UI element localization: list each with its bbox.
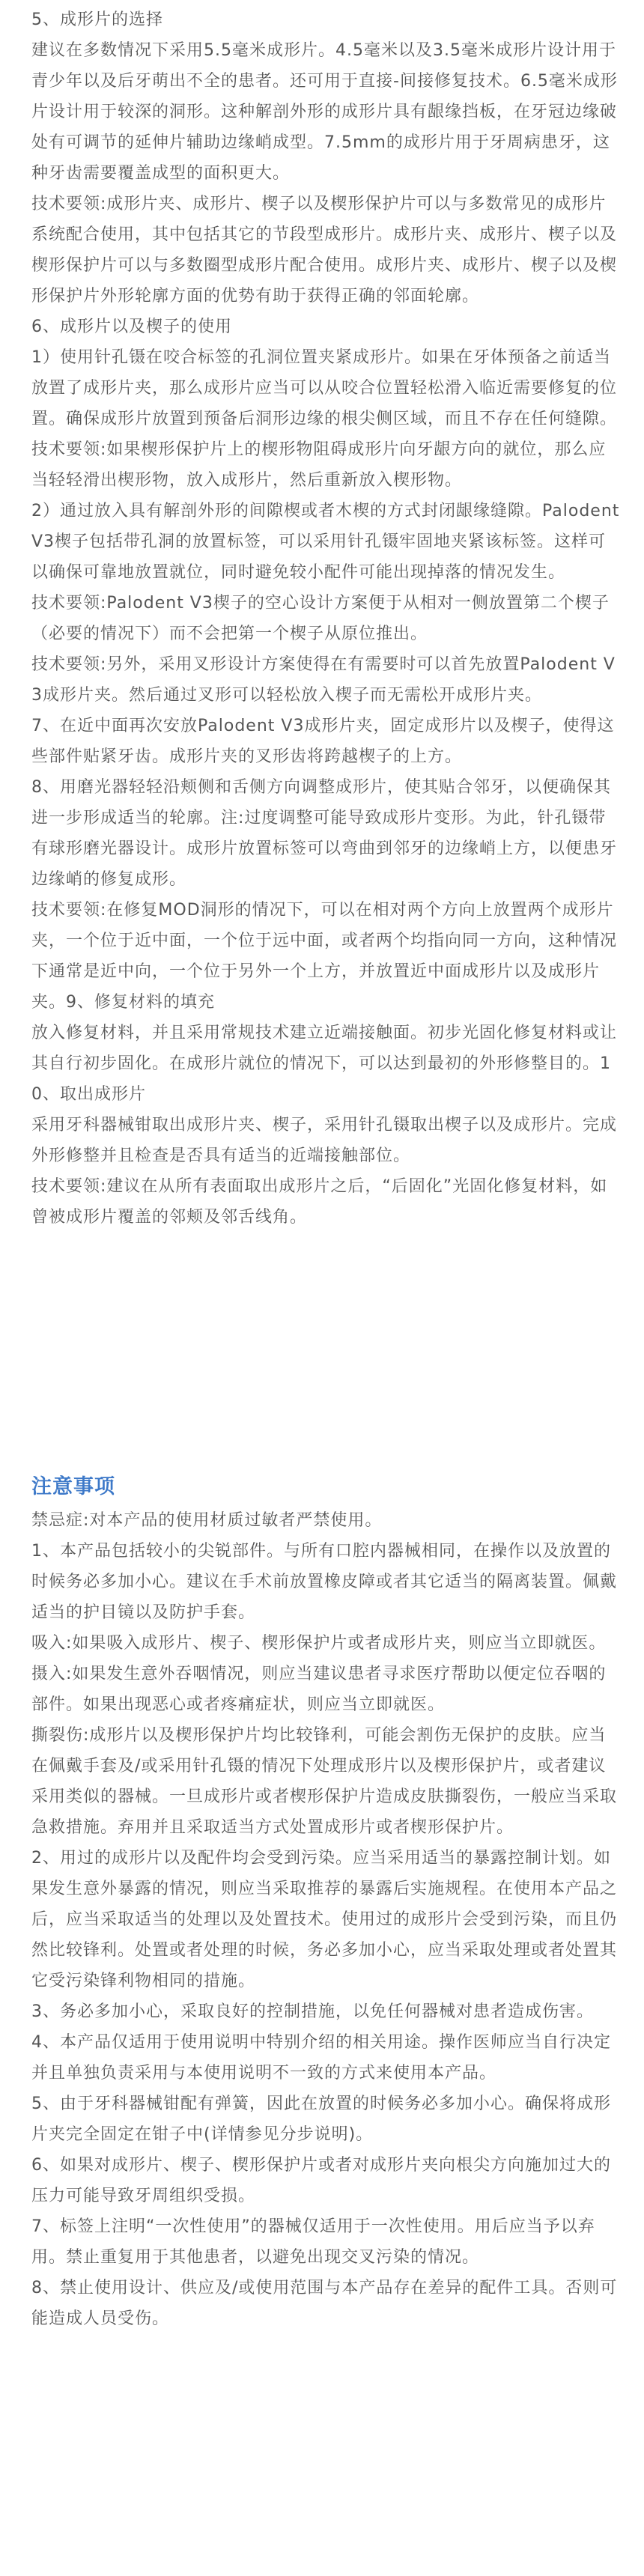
precautions-heading: 注意事项 [31, 1475, 115, 1498]
precaution-item: 1、本产品包括较小的尖锐部件。与所有口腔内器械相同，在操作以及放置的时候务必多加小心。建议在手术前放置橡皮障或者其它适当的隔离装置。佩戴适当的护目镜以及防护手套。 [31, 1542, 618, 1622]
inhalation-ingestion-warning: 吸入:如果吸入成形片、楔子、楔形保护片或者成形片夹，则应当立即就医。摄入:如果发生意外吞咽情况，则应当建议患者寻求医疗帮助以便定位吞咽的部件。如果出现恶心或者疼痛症状，则应当立即就医。 [31, 1634, 607, 1714]
step-1-place-matrix: 1）使用针孔镊在咬合标签的孔洞位置夹紧成形片。如果在牙体预备之前适当放置了成形片夹，那么成形片应当可以从咬合位置轻松滑入临近需要修复的位置。确保成形片放置到预备后洞形边缘的根尖侧区域，而且不存在任何缝隙。技术要领:如果楔形保护片上的楔形物阻碍成形片向牙龈方向的就位，那么应当轻轻滑出楔形物，放入成形片，然后重新放入楔形物。 [31, 348, 618, 490]
step-2-insert-wedge: 2）通过放入具有解剖外形的间隙楔或者木楔的方式封闭龈缘缝隙。Palodent V3楔子包括带孔洞的放置标签，可以采用针孔镊牢固地夹紧该标签。这样可以确保可靠地放置就位，同时避免较小配件可能出现掉落的情况发生。 [31, 502, 620, 582]
heading-matrix-selection: 5、成形片的选择 [31, 10, 163, 29]
tip-matrix-compatibility: 技术要领:成形片夹、成形片、楔子以及楔形保护片可以与多数常见的成形片系统配合使用，其中包括其它的节段型成形片。成形片夹、成形片、楔子以及楔形保护片可以与多数圈型成形片配合使用。成形片夹、成形片、楔子以及楔形保护片外形轮廓方面的优势有助于获得正确的邻面轮廓。 [31, 195, 618, 306]
precaution-item: 3、务必多加小心，采取良好的控制措施，以免任何器械对患者造成伤害。 [31, 2002, 594, 2021]
tip-fork-design: 技术要领:另外，采用叉形设计方案使得在有需要时可以首先放置Palodent V3成形片夹。然后通过叉形可以轻松放入楔子而无需松开成形片夹。 [31, 655, 616, 705]
tip-post-cure: 技术要领:建议在从所有表面取出成形片之后，“后固化”光固化修复材料，如曾被成形片覆盖的邻颊及邻舌线角。 [31, 1177, 608, 1227]
tip-mod-cavity: 技术要领:在修复MOD洞形的情况下，可以在相对两个方向上放置两个成形片夹，一个位于近中面，一个位于远中面，或者两个均指向同一方向，这种情况下通常是近中向，一个位于另外一个上方，并放置近中面成形片以及成形片夹。9、修复材料的填充 [31, 901, 618, 1012]
precaution-item: 8、禁止使用设计、供应及/或使用范围与本产品存在差异的配件工具。否则可能造成人员受伤。 [31, 2279, 618, 2328]
contraindication-text: 禁忌症:对本产品的使用材质过敏者严禁使用。 [31, 1511, 383, 1530]
step-9-fill-material: 放入修复材料，并且采用常规技术建立近端接触面。初步光固化修复材料或让其自行初步固化。在成形片就位的情况下，可以达到最初的外形修整目的。10、取出成形片 [31, 1024, 618, 1104]
precautions-section [31, 1505, 620, 2334]
step-10-remove-matrix: 采用牙科器械钳取出成形片夹、楔子，采用针孔镊取出楔子以及成形片。完成外形修整并且检查是否具有适当的近端接触部位。 [31, 1116, 618, 1165]
precaution-item: 2、用过的成形片以及配件均会受到污染。应当采用适当的暴露控制计划。如果发生意外暴露的情况，则应当采取推荐的暴露后实施规程。在使用本产品之后，应当采取适当的处理以及处置技术。使用过的成形片会受到污染，而且仍然比较锋利。处置或者处理的时候，务必多加小心，应当采取处理或者处置其它受污染锋利物相同的措施。 [31, 1849, 618, 1990]
matrix-selection-text: 建议在多数情况下采用5.5毫米成形片。4.5毫米以及3.5毫米成形片设计用于青少年以及后牙萌出不全的患者。还可用于直接-间接修复技术。6.5毫米成形片设计用于较深的洞形。这种解剖外形的成形片具有龈缘挡板，在牙冠边缘破处有可调节的延伸片辅助边缘峭成型。7.5mm的成形片用于牙周病患牙，这种牙齿需要覆盖成型的面积更大。 [31, 41, 618, 183]
usage-instructions-section [31, 4, 620, 1233]
laceration-warning: 撕裂伤:成形片以及楔形保护片均比较锋利，可能会割伤无保护的皮肤。应当在佩戴手套及/或采用针孔镊的情况下处理成形片以及楔形保护片，或者建议采用类似的器械。一旦成形片或者楔形保护片造成皮肤撕裂伤，一般应当采取急救措施。弃用并且采取适当方式处置成形片或者楔形保护片。 [31, 1726, 618, 1837]
precaution-item: 6、如果对成形片、楔子、楔形保护片或者对成形片夹向根尖方向施加过大的压力可能导致牙周组织受损。 [31, 2156, 611, 2205]
heading-matrix-and-wedge-use: 6、成形片以及楔子的使用 [31, 318, 232, 336]
step-8-burnish-matrix: 8、用磨光器轻轻沿颊侧和舌侧方向调整成形片，使其贴合邻牙，以便确保其进一步形成适当的轮廓。注:过度调整可能导致成形片变形。为此，针孔镊带有球形磨光器设计。成形片放置标签可以弯曲到邻牙的边缘峭上方，以便患牙边缘峭的修复成形。 [31, 778, 618, 889]
precaution-item: 4、本产品仅适用于使用说明中特别介绍的相关用途。操作医师应当自行决定并且单独负责采用与本使用说明不一致的方式来使用本产品。 [31, 2033, 611, 2083]
precaution-item: 7、标签上注明“一次性使用”的器械仅适用于一次性使用。用后应当予以弃用。禁止重复用于其他患者，以避免出现交叉污染的情况。 [31, 2217, 595, 2267]
tip-hollow-wedge-design: 技术要领:Palodent V3楔子的空心设计方案便于从相对一侧放置第二个楔子（必要的情况下）而不会把第一个楔子从原位推出。 [31, 594, 610, 643]
precaution-item: 5、由于牙科器械钳配有弹簧，因此在放置的时候务必多加小心。确保将成形片夹完全固定在钳子中(详情参见分步说明)。 [31, 2094, 611, 2144]
step-7-place-ring: 7、在近中面再次安放Palodent V3成形片夹，固定成形片以及楔子，使得这些部件贴紧牙齿。成形片夹的叉形齿将跨越楔子的上方。 [31, 717, 615, 766]
